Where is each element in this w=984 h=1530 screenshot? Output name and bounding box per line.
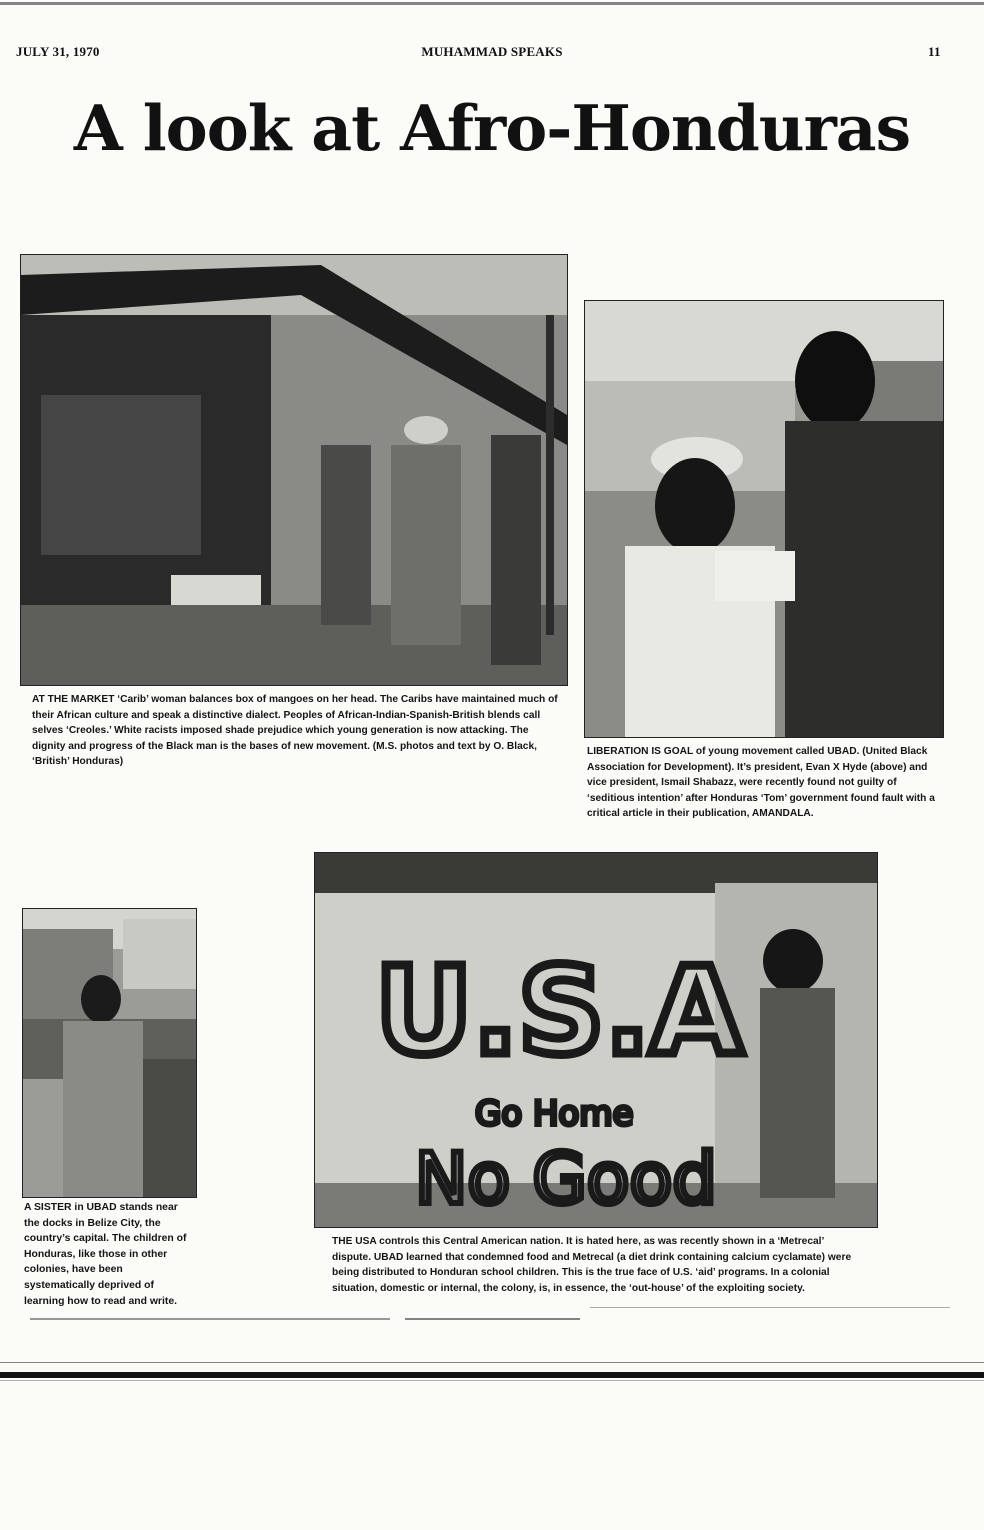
sister-caption — [24, 1200, 196, 1309]
newspaper-name: MUHAMMAD SPEAKS — [421, 44, 563, 59]
market-photo — [20, 254, 568, 686]
page-bottom-shadow — [0, 1380, 984, 1381]
sister-caption-lead: A SISTER — [24, 1202, 72, 1213]
sister-caption-text: in UBAD stands near the docks in Belize City, the country’s capital. The children of Honduras, like those in other colonies, have been systematically deprived of learning how to read and write. — [24, 1202, 187, 1307]
liberation-caption-lead: LIBERATION IS GOAL — [587, 746, 694, 757]
usa-caption — [332, 1234, 860, 1296]
column-rule-right — [590, 1307, 950, 1308]
page-fold-line — [0, 1362, 984, 1363]
column-rule-mid — [405, 1318, 580, 1320]
issue-date: JULY 31, 1970 — [16, 44, 100, 59]
headline: A look at Afro-Honduras — [73, 91, 911, 165]
market-caption-lead: AT THE MARKET — [32, 694, 115, 705]
liberation-caption-text: of young movement called UBAD. (United Black Association for Development). It’s president, Evan X Hyde (above) and vice president, Ismail Shabazz, were recently found not guilty of ‘seditious intention’ after Honduras ‘Tom’ government found fault with a critical article in their publication, AMANDALA. — [587, 746, 935, 820]
graffiti-usa-text: U.S.A — [375, 943, 743, 1082]
graffiti-nogood-text: No Good — [415, 1138, 717, 1220]
docks-photo — [22, 908, 197, 1198]
page-bottom-border — [0, 1372, 984, 1378]
men-photo — [584, 300, 944, 738]
graffiti-gohome-text: Go Home — [475, 1094, 634, 1134]
top-border-line — [0, 2, 984, 5]
usa-caption-text: controls this Central American nation. It is hated here, as was recently shown in a ‘Metrecal’ dispute. UBAD learned that condemned food and Metrecal (a diet drink containing calcium cyclamate) were being distributed to Honduran school children. This is the true face of U.S. ‘aid’ programs. In a colonial situation, domestic or internal, the colony, is, in essence, the ‘out-house’ of the exploiting society. — [332, 1236, 852, 1294]
liberation-caption — [587, 744, 939, 822]
page-number: 11 — [928, 44, 941, 59]
usa-caption-lead: THE USA — [332, 1236, 377, 1247]
market-caption-text: ‘Carib’ woman balances box of mangoes on her head. The Caribs have maintained much of their African culture and speak a distinctive dialect. Peoples of African-Indian-Spanish-British blends call selves ‘Creoles.’ White racists imposed shade prejudice which young generation is now attacking. The dignity and progress of the Black man is the bases of new movement. (M.S. photos and text by O. Black, ‘British’ Honduras) — [32, 694, 558, 768]
column-rule-left — [30, 1318, 390, 1320]
graffiti-photo — [314, 852, 878, 1228]
market-caption — [32, 692, 562, 770]
